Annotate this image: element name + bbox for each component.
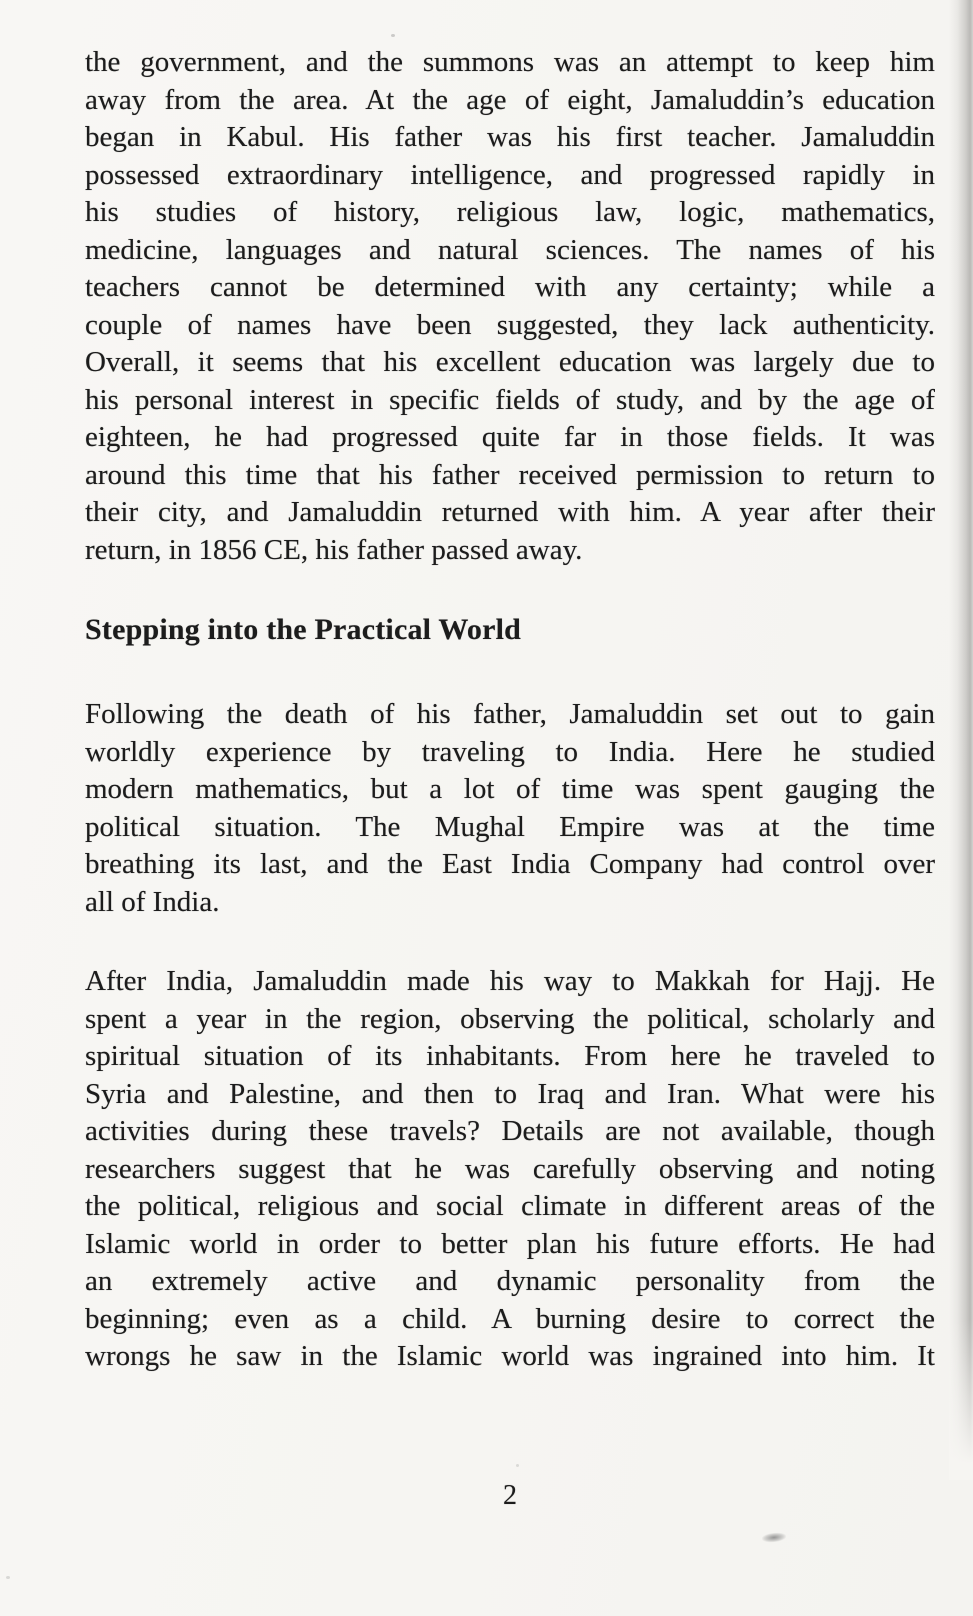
text-line: began in Kabul. His father was his first teacher. Jamaluddin — [85, 121, 935, 153]
text-line: Overall, it seems that his excellent education was largely due to — [85, 346, 935, 378]
text-line: eighteen, he had progressed quite far in those fields. It was — [85, 421, 935, 453]
text-line: their city, and Jamaluddin returned with him. A year after their — [85, 496, 935, 528]
text-line: beginning; even as a child. A burning desire to correct the — [85, 1302, 935, 1335]
text-line: around this time that his father received permission to return to — [85, 458, 935, 491]
scan-speck-artifact — [6, 1576, 10, 1579]
text-line: Syria and Palestine, and then to Iraq and Iran. What were his — [85, 1077, 935, 1110]
text-line: all of India. — [85, 885, 220, 918]
text-line: spiritual situation of its inhabitants. From here he traveled to — [85, 1040, 935, 1072]
text-line: couple of names have been suggested, they lack authenticity. — [85, 308, 935, 341]
text-line: medicine, languages and natural sciences. The names of his — [85, 233, 935, 266]
text-line: teachers cannot be determined with any certainty; while a — [85, 271, 935, 303]
text-line: an extremely active and dynamic personality from the — [85, 1265, 935, 1297]
text-line: wrongs he saw in the Islamic world was ingrained into him. It — [85, 1340, 935, 1372]
text-line: After India, Jamaluddin made his way to Makkah for Hajj. He — [85, 965, 935, 997]
text-line: political situation. The Mughal Empire was at the time — [85, 810, 935, 843]
text-line: breathing its last, and the East India Company had control over — [85, 848, 935, 880]
text-line: return, in 1856 CE, his father passed away. — [85, 533, 583, 566]
scan-edge-shadow — [949, 0, 973, 1475]
text-block — [85, 44, 935, 1376]
text-line: possessed extraordinary intelligence, and progressed rapidly in — [85, 158, 935, 191]
page-number: 2 — [503, 1480, 517, 1511]
text-line: spent a year in the region, observing the political, scholarly and — [85, 1002, 935, 1035]
text-line: his personal interest in specific fields of study, and by the age of — [85, 383, 935, 416]
paragraph-education — [85, 44, 935, 569]
scan-edge-shadow-fade — [949, 1320, 973, 1480]
text-line: the political, religious and social climate in different areas of the — [85, 1190, 935, 1222]
scan-speck-artifact — [391, 34, 395, 37]
paragraph-practical-world — [85, 696, 935, 921]
text-line: modern mathematics, but a lot of time was spent gauging the — [85, 773, 935, 805]
section-heading: Stepping into the Practical World — [85, 613, 522, 646]
text-line: Following the death of his father, Jamaluddin set out to gain — [85, 698, 935, 730]
scan-speck-artifact — [516, 1464, 519, 1467]
scan-smudge-artifact — [762, 1532, 787, 1543]
paragraph-travels — [85, 963, 935, 1376]
text-line: researchers suggest that he was carefully observing and noting — [85, 1152, 935, 1185]
text-line: activities during these travels? Details are not available, though — [85, 1115, 935, 1147]
text-line: his studies of history, religious law, logic, mathematics, — [85, 196, 935, 228]
text-line: the government, and the summons was an attempt to keep him — [85, 46, 935, 78]
text-line: away from the area. At the age of eight, Jamaluddin’s education — [85, 83, 935, 116]
text-line: worldly experience by traveling to India. Here he studied — [85, 735, 935, 768]
text-line: Islamic world in order to better plan his future efforts. He had — [85, 1227, 935, 1260]
